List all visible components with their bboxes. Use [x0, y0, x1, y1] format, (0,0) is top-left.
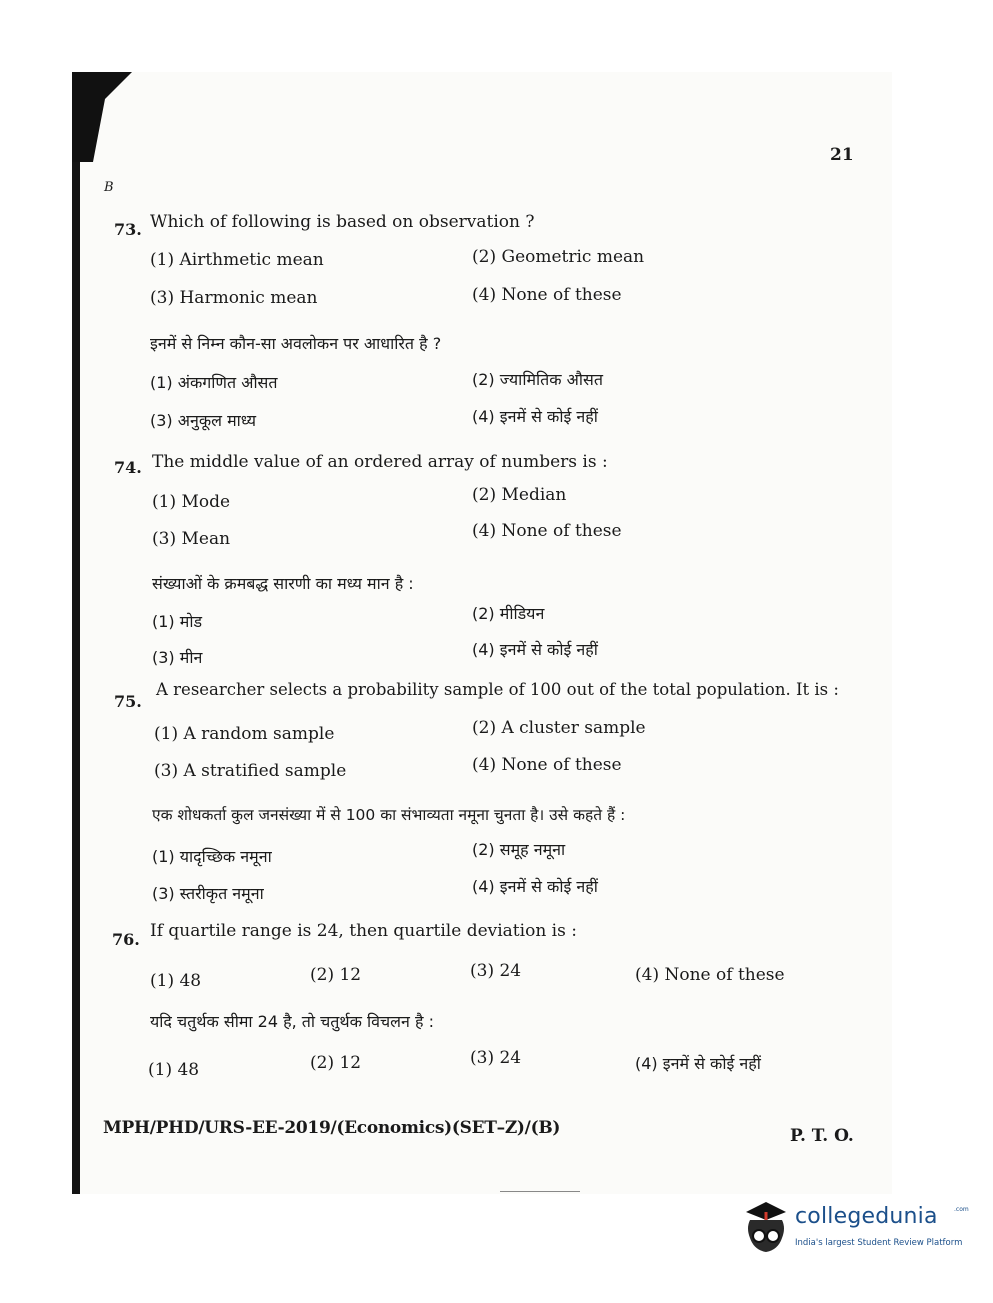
- q76-hi-option-3: (3) 24: [470, 1048, 522, 1068]
- question-74-text-hi: संख्याओं के क्रमबद्ध सारणी का मध्य मान है :: [152, 574, 414, 593]
- logo-com-suffix: .com: [954, 1206, 969, 1213]
- q75-en-option-4: (4) None of these: [472, 755, 622, 775]
- q76-en-option-1: (1) 48: [150, 971, 202, 991]
- question-73-number: 73.: [114, 220, 142, 239]
- collegedunia-watermark: [740, 1196, 970, 1266]
- q76-en-option-3: (3) 24: [470, 961, 522, 981]
- q75-hi-option-2: (2) समूह नमूना: [472, 840, 566, 859]
- q74-en-option-3: (3) Mean: [152, 529, 231, 549]
- question-76-number: 76.: [112, 930, 140, 949]
- q76-en-option-4: (4) None of these: [635, 965, 785, 985]
- question-73-text-hi: इनमें से निम्न कौन-सा अवलोकन पर आधारित है ?: [150, 334, 442, 353]
- q75-hi-option-1: (1) यादृच्छिक नमूना: [152, 847, 272, 866]
- q73-en-option-3: (3) Harmonic mean: [150, 288, 318, 308]
- question-74-number: 74.: [114, 458, 142, 477]
- q76-hi-option-1: (1) 48: [148, 1060, 200, 1080]
- question-75-text-en: A researcher selects a probability sample of 100 out of the total population. It is :: [156, 680, 839, 699]
- question-76-text-hi: यदि चतुर्थक सीमा 24 है, तो चतुर्थक विचलन है :: [150, 1012, 434, 1031]
- q76-hi-option-4: (4) इनमें से कोई नहीं: [635, 1054, 761, 1073]
- q74-hi-option-4: (4) इनमें से कोई नहीं: [472, 640, 598, 659]
- q75-hi-option-3: (3) स्तरीकृत नमूना: [152, 884, 264, 903]
- q74-en-option-4: (4) None of these: [472, 521, 622, 541]
- q73-hi-option-2: (2) ज्यामितिक औसत: [472, 370, 603, 389]
- q73-hi-option-4: (4) इनमें से कोई नहीं: [472, 407, 598, 426]
- logo-tagline: India's largest Student Review Platform: [795, 1238, 963, 1248]
- q75-hi-option-4: (4) इनमें से कोई नहीं: [472, 877, 598, 896]
- question-73-text-en: Which of following is based on observation ?: [150, 212, 535, 232]
- q75-en-option-1: (1) A random sample: [154, 724, 335, 744]
- q73-en-option-4: (4) None of these: [472, 285, 622, 305]
- question-75-number: 75.: [114, 692, 142, 711]
- mascot-icon: [740, 1198, 792, 1258]
- question-76-text-en: If quartile range is 24, then quartile deviation is :: [150, 921, 577, 941]
- q73-en-option-2: (2) Geometric mean: [472, 247, 645, 267]
- page-number: 21: [830, 145, 854, 165]
- q75-en-option-3: (3) A stratified sample: [154, 761, 347, 781]
- logo-wordmark: collegedunia: [795, 1204, 938, 1229]
- q74-hi-option-2: (2) मीडियन: [472, 604, 545, 623]
- q76-hi-option-2: (2) 12: [310, 1053, 362, 1073]
- exam-code-footer: MPH/PHD/URS-EE-2019/(Economics)(SET–Z)/(B): [103, 1118, 561, 1138]
- q74-hi-option-1: (1) मोड: [152, 612, 203, 631]
- q74-hi-option-3: (3) मीन: [152, 648, 203, 667]
- q75-en-option-2: (2) A cluster sample: [472, 718, 646, 738]
- footer-divider: [500, 1191, 580, 1192]
- q73-hi-option-1: (1) अंकगणित औसत: [150, 373, 278, 392]
- q73-en-option-1: (1) Airthmetic mean: [150, 250, 324, 270]
- q76-en-option-2: (2) 12: [310, 965, 362, 985]
- question-75-text-hi: एक शोधकर्ता कुल जनसंख्या में से 100 का संभाव्यता नमूना चुनता है। उसे कहते हैं :: [152, 806, 626, 824]
- q73-hi-option-3: (3) अनुकूल माध्य: [150, 411, 257, 430]
- set-marker: B: [104, 180, 114, 195]
- q74-en-option-1: (1) Mode: [152, 492, 231, 512]
- q74-en-option-2: (2) Median: [472, 485, 567, 505]
- question-74-text-en: The middle value of an ordered array of numbers is :: [152, 452, 608, 472]
- pto-label: P. T. O.: [790, 1126, 854, 1146]
